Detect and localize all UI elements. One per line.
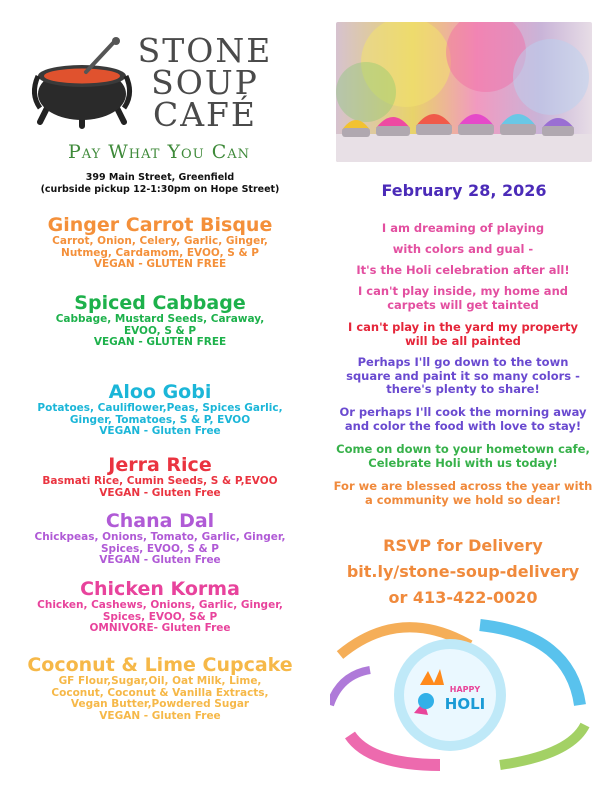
diet-tag: VEGAN - Gluten Free [99, 709, 221, 722]
diet-tag: VEGAN - Gluten Free [99, 425, 221, 437]
desc-line: EVOO, S & P [123, 324, 197, 337]
desc-line: Nutmeg, Cardamom, EVOO, S & P [61, 246, 259, 259]
dish-name: Jerra Rice [108, 454, 212, 476]
dish-description [14, 314, 306, 337]
desc-line: Cabbage, Mustard Seeds, Caraway, [55, 313, 265, 325]
logo-word-soup: SOUP [151, 63, 259, 102]
poem-stanza [318, 356, 608, 397]
poem-line: and color the food with love to stay! [344, 418, 582, 433]
diet-tag: VEGAN - GLUTEN FREE [93, 258, 227, 270]
diet-tag: OMNIVORE- Gluten Free [89, 622, 231, 634]
poem-stanza [318, 285, 608, 312]
dish-name: Aloo Gobi [108, 381, 212, 403]
poem-stanza [318, 480, 608, 507]
pickup-info: (curbside pickup 12-1:30pm on Hope Street) [40, 184, 280, 195]
event-date: February 28, 2026 [381, 181, 547, 200]
dish-name: Chana Dal [105, 510, 215, 532]
diet-tag: VEGAN - GLUTEN FREE [93, 336, 227, 348]
dish-name: Ginger Carrot Bisque [47, 214, 273, 236]
tagline: Pay What You Can [67, 141, 251, 163]
poem-line: square and paint it so many colors - [346, 368, 580, 383]
poem-stanza [318, 443, 608, 470]
logo-word-stone: STONE [137, 31, 273, 70]
happy-holi-badge-image [330, 615, 592, 773]
poem-stanza [318, 321, 608, 348]
desc-line: Potatoes, Cauliflower,Peas, Spices Garlic, [37, 402, 283, 414]
menu-item [14, 381, 306, 438]
phone-number[interactable]: or 413-422-0020 [388, 588, 538, 607]
desc-line: Spices, EVOO, S& P [102, 610, 218, 623]
desc-line: Carrot, Onion, Celery, Garlic, Ginger, [52, 235, 268, 247]
menu-item [14, 654, 306, 722]
poem-line: with colors and gual - [392, 242, 534, 256]
desc-line: Vegan Butter,Powdered Sugar [70, 698, 250, 710]
desc-line: Coconut, Coconut & Vanilla Extracts, [51, 686, 269, 699]
poem-line: For we are blessed across the year with [333, 479, 593, 493]
dish-name: Coconut & Lime Cupcake [27, 654, 293, 676]
desc-line: Basmati Rice, Cumin Seeds, S & P,EVOO [42, 475, 278, 487]
poem-stanza [318, 406, 608, 433]
soup-pot-logo-icon [26, 36, 138, 132]
poem-line: I am dreaming of playing [381, 221, 545, 235]
menu-item [14, 292, 306, 349]
menu-item [14, 578, 306, 635]
color-powder-bowls-image [336, 22, 592, 162]
poem-line: Come on down to your hometown cafe, [336, 442, 590, 456]
poem-line: Celebrate Holi with us today! [368, 455, 558, 470]
menu-item [14, 454, 306, 499]
poem-line: Or perhaps I'll cook the morning away [339, 405, 587, 419]
desc-line: Chicken, Cashews, Onions, Garlic, Ginger, [37, 599, 283, 611]
desc-line: Ginger, Tomatoes, S & P, EVOO [69, 413, 251, 426]
desc-line: Chickpeas, Onions, Tomato, Garlic, Ginger, [34, 531, 286, 543]
dish-description [14, 532, 306, 555]
dish-name: Chicken Korma [80, 578, 240, 600]
poem-line: carpets will get tainted [387, 297, 539, 312]
dish-description [14, 600, 306, 623]
rsvp-heading: RSVP for Delivery [383, 536, 543, 555]
desc-line: Spices, EVOO, S & P [100, 542, 220, 555]
menu-item [14, 214, 306, 271]
diet-tag: VEGAN - Gluten Free [99, 486, 221, 499]
poem-line: It's the Holi celebration after all! [356, 263, 570, 277]
dish-description [14, 236, 306, 259]
address-block [20, 172, 300, 196]
diet-tag: VEGAN - Gluten Free [99, 554, 221, 566]
poem-line: Perhaps I'll go down to the town [357, 355, 569, 369]
holi-badge-title: HOLI [444, 695, 486, 713]
logo-word-cafe: CAFÉ [152, 95, 258, 134]
dish-description [14, 403, 306, 426]
poem-line: will be all painted [405, 333, 521, 348]
poem-line: I can't play in the yard my property [348, 320, 578, 334]
poem-line: there's plenty to share! [386, 382, 540, 396]
dish-description [14, 476, 306, 488]
dish-name: Spiced Cabbage [74, 292, 246, 314]
delivery-link[interactable]: bit.ly/stone-soup-delivery [346, 562, 580, 581]
street-address: 399 Main Street, Greenfield [85, 172, 235, 183]
dish-description [14, 676, 306, 711]
poem-line: I can't play inside, my home and [357, 284, 568, 298]
holi-badge-small-text: HAPPY [449, 685, 481, 694]
desc-line: GF Flour,Sugar,Oil, Oat Milk, Lime, [58, 675, 262, 687]
poem-line: a community we hold so dear! [365, 492, 561, 507]
menu-item [14, 510, 306, 567]
